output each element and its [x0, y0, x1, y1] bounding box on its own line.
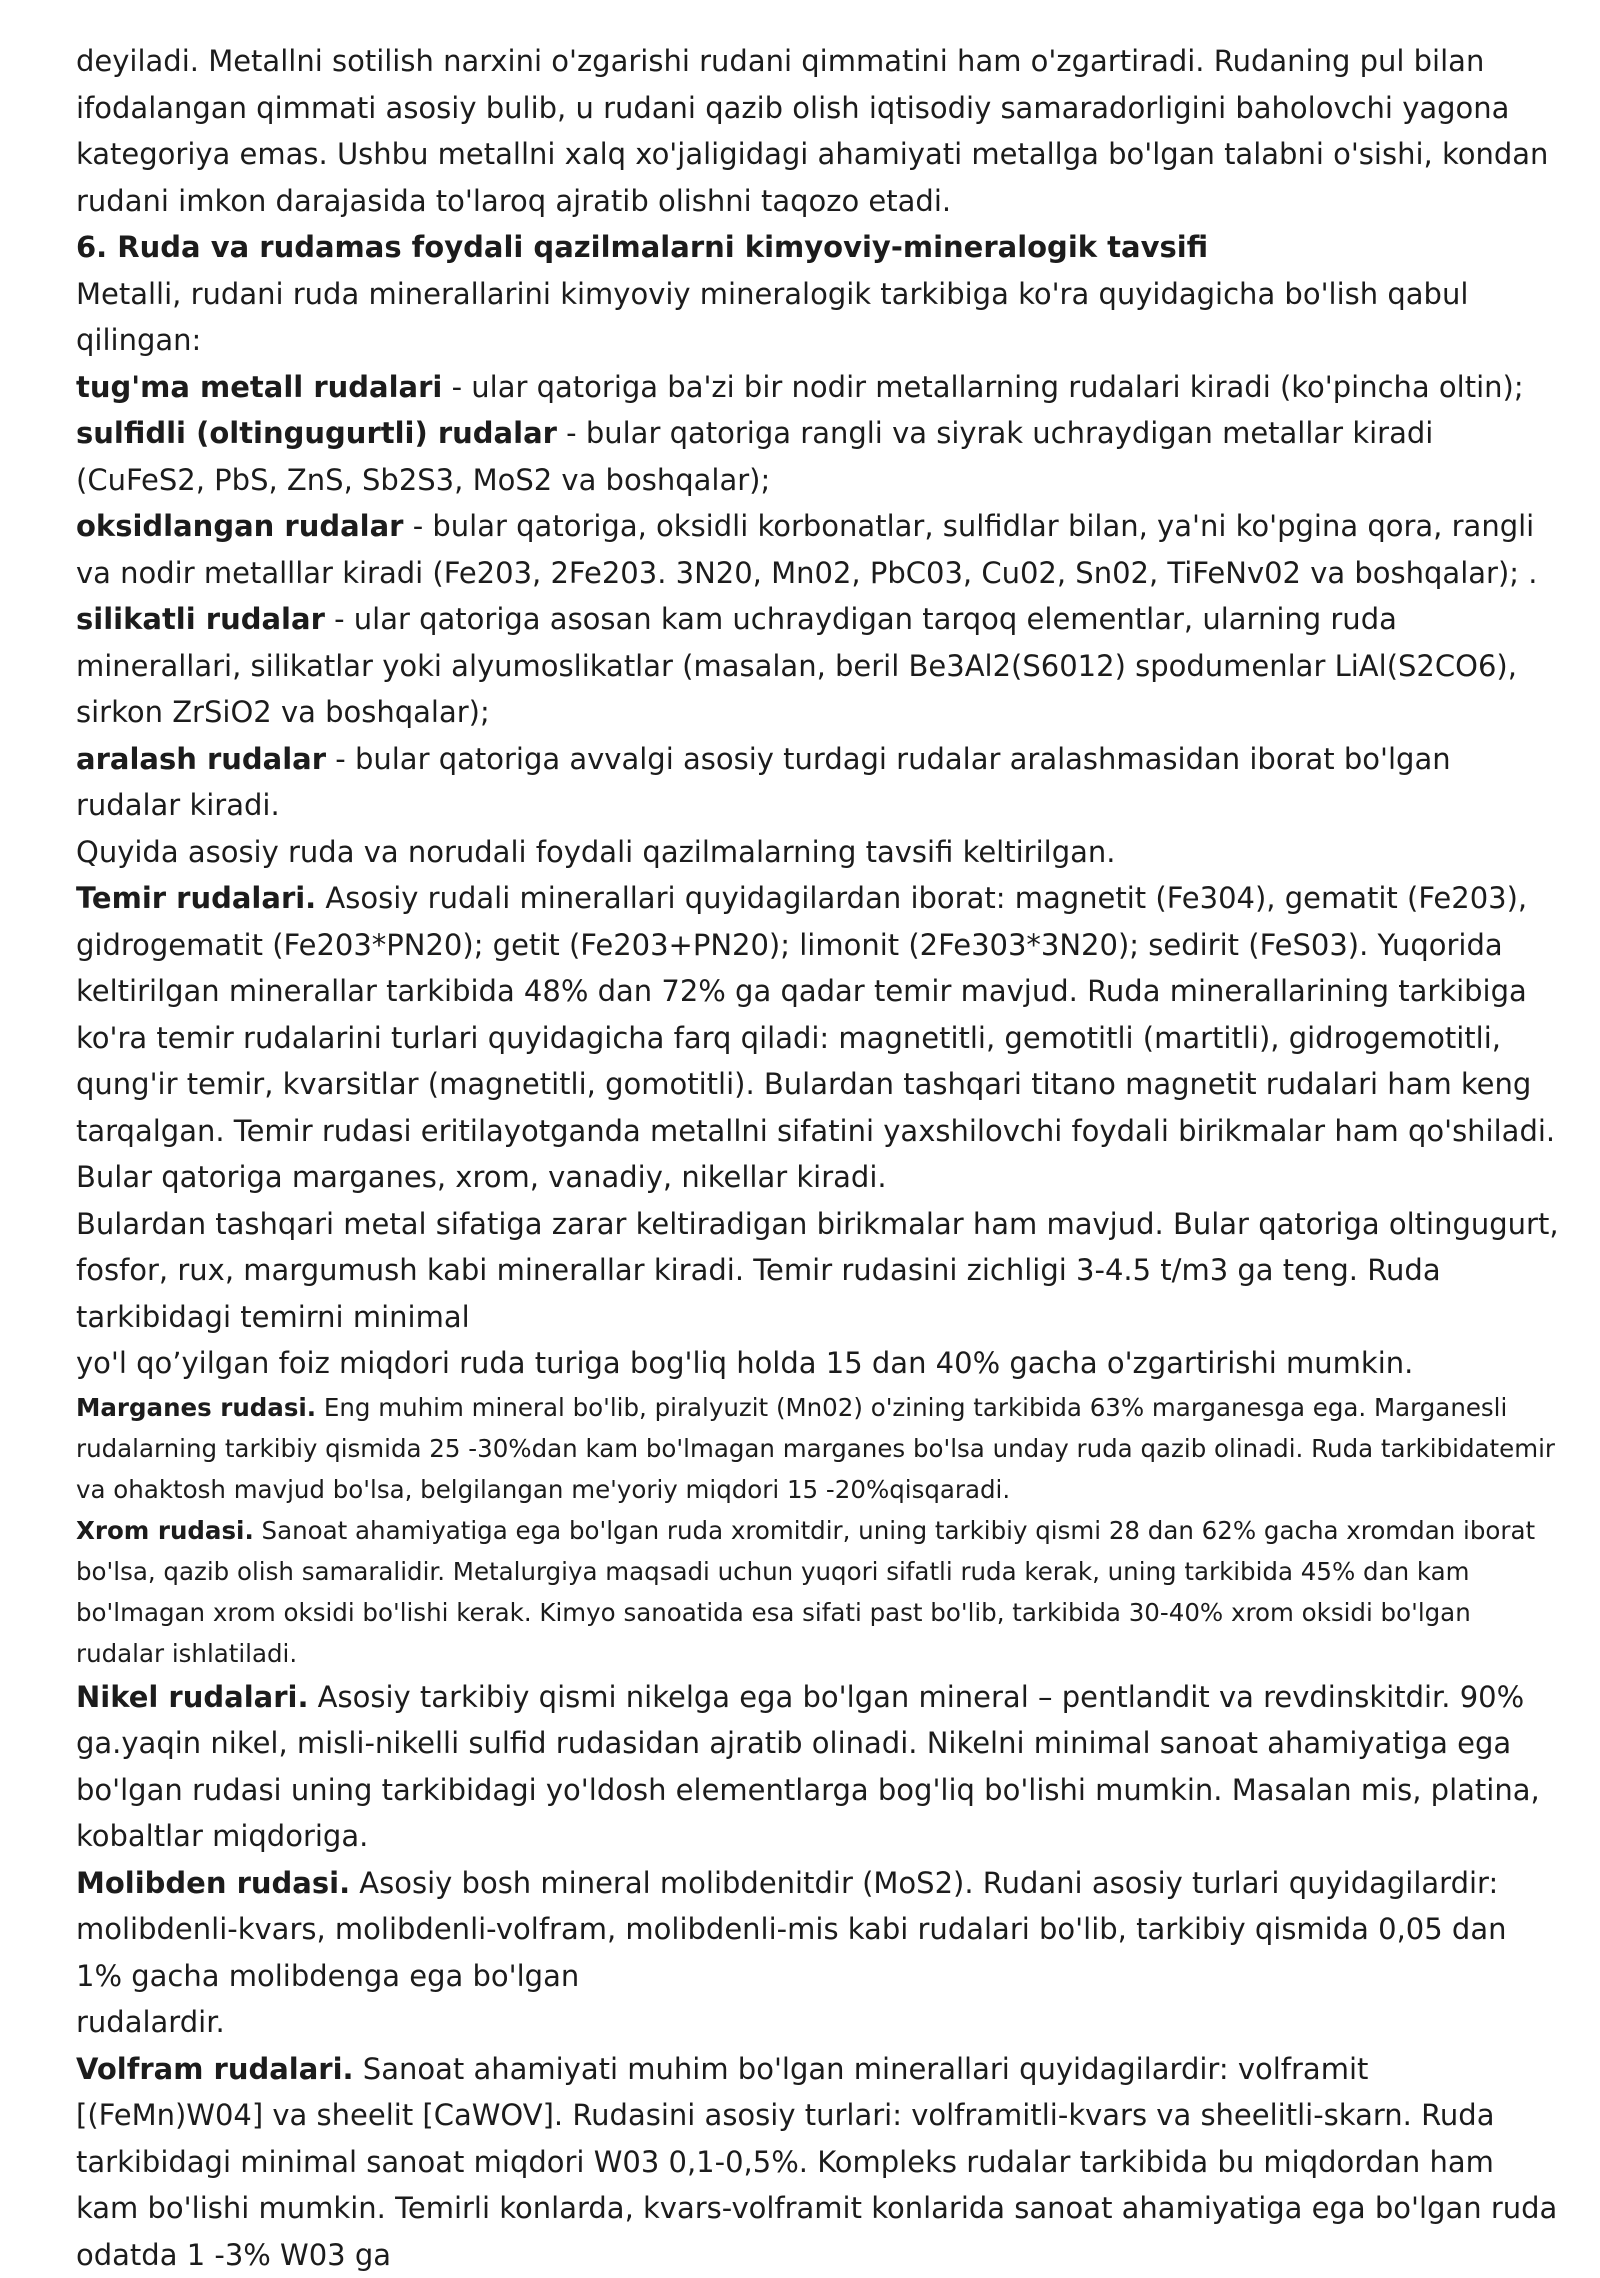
- paragraph-mixed-ores: [76, 736, 1560, 829]
- term-label: Marganes rudasi.: [76, 1393, 316, 1422]
- heading-text: 6. Ruda va rudamas foydali qazilmalarni kimyoviy-mineralogik tavsifi: [76, 230, 1208, 264]
- paragraph-oxidized-ores: [76, 503, 1560, 596]
- paragraph-text: - bular qatoriga avvalgi asosiy turdagi rudalar aralashmasidan iborat bo'lgan rudalar kiradi.: [76, 742, 1451, 823]
- paragraph-chromium-ore: [76, 1510, 1560, 1674]
- paragraph-tungsten-ores: [76, 2046, 1560, 2278]
- term-label: Molibden rudasi.: [76, 1866, 350, 1900]
- paragraph-text: Asosiy bosh mineral molibdenitdir (MoS2). Rudani asosiy turlari quyidagilardir: molibdenli-kvars, molibdenli-volfram, molibdenli-mis kabi rudalari bo'lib, tarkibiy qismida 0,05 dan 1% gacha molibdenga ega bo'lgan: [76, 1866, 1507, 1993]
- paragraph-iron-ores: [76, 875, 1560, 1201]
- paragraph-text: Bulardan tashqari metal sifatiga zarar keltiradigan birikmalar ham mavjud. Bular qatoriga oltingugurt, fosfor, rux, margumush kabi minerallar kiradi. Temir rudasini zichligi 3-4.5 t/m3 ga teng. Ruda tarkibidagi temirni minimal: [76, 1207, 1559, 1334]
- paragraph-text: Asosiy tarkibiy qismi nikelga ega bo'lgan mineral – pentlandit va revdinskitdir. 90% ga.yaqin nikel, misli-nikelli sulfid rudasidan ajratib olinadi. Nikelni minimal sanoat ahamiyatiga ega bo'lgan rudasi uning tarkibidagi yo'ldosh elementlarga bog'liq bo'lishi mumkin. Masalan mis, platina, kobaltlar miqdoriga.: [76, 1680, 1540, 1854]
- paragraph-molybdenum-ore: [76, 1860, 1560, 2000]
- term-label: silikatli rudalar: [76, 602, 325, 636]
- paragraph-sulfide-ores: [76, 410, 1560, 503]
- paragraph-text: Quyida asosiy ruda va norudali foydali qazilmalarning tavsifi keltirilgan.: [76, 835, 1115, 869]
- term-label: tug'ma metall rudalari: [76, 370, 442, 404]
- paragraph-text: yo'l qo’yilgan foiz miqdori ruda turiga bog'liq holda 15 dan 40% gacha o'zgartirishi mumkin.: [76, 1346, 1413, 1380]
- term-label: oksidlangan rudalar: [76, 509, 403, 543]
- term-label: aralash rudalar: [76, 742, 326, 776]
- paragraph-nickel-ores: [76, 1674, 1560, 1860]
- paragraph-text: deyiladi. Metallni sotilish narxini o'zgarishi rudani qimmatini ham o'zgartiradi. Rudaning pul bilan ifodalangan qimmati asosiy bulib, u rudani qazib olish iqtisodiy samaradorligini baholovchi yagona kategoriya emas. Ushbu metallni xalq xo'jaligidagi ahamiyati metallga bo'lgan talabni o'sishi, kondan rudani imkon darajasida to'laroq ajratib olishni taqozo etadi.: [76, 44, 1548, 218]
- paragraph-text: - bular qatoriga rangli va siyrak uchraydigan metallar kiradi (CuFeS2, PbS, ZnS, Sb2S3, MoS2 va boshqalar);: [76, 416, 1433, 497]
- paragraph-text: - bular qatoriga, oksidli korbonatlar, sulfidlar bilan, ya'ni ko'pgina qora, rangli va nodir metalllar kiradi (Fe203, 2Fe203. 3N20, Mn02, PbC03, Cu02, Sn02, TiFeNv02 va boshqalar); .: [76, 509, 1537, 590]
- section-heading: [76, 224, 1560, 271]
- paragraph-iron-minimum: [76, 1340, 1560, 1387]
- paragraph-text: Metalli, rudani ruda minerallarini kimyoviy mineralogik tarkibiga ko'ra quyidagicha bo'lish qabul qilingan:: [76, 277, 1468, 358]
- paragraph-text: Sanoat ahamiyati muhim bo'lgan minerallari quyidagilardir: volframit [(FeMn)W04] va sheelit [CaWOV]. Rudasini asosiy turlari: volframitli-kvars va sheelitli-skarn. Ruda tarkibidagi minimal sanoat miqdori W03 0,1-0,5%. Kompleks rudalar tarkibida bu miqdordan ham kam bo'lishi mumkin. Temirli konlarda, kvars-volframit konlarida sanoat ahamiyatiga ega bo'lgan ruda odatda 1 -3% W03 ga: [76, 2052, 1557, 2272]
- term-label: Xrom rudasi.: [76, 1516, 254, 1545]
- paragraph-text: Sanoat ahamiyatiga ega bo'lgan ruda xromitdir, uning tarkibiy qismi 28 dan 62% gacha xromdan iborat bo'lsa, qazib olish samaralidir. Metalurgiya maqsadi uchun yuqori sifatli ruda kerak, uning tarkibida 45% dan kam bo'lmagan xrom oksidi bo'lishi kerak. Kimyo sanoatida esa sifati past bo'lib, tarkibida 30-40% xrom oksidi bo'lgan rudalar ishlatiladi.: [76, 1516, 1535, 1668]
- paragraph-text: - ular qatoriga asosan kam uchraydigan tarqoq elementlar, ularning ruda minerallari, silikatlar yoki alyumoslikatlar (masalan, beril Be3Al2(S6012) spodumenlar LiAl(S2CO6), sirkon ZrSiO2 va boshqalar);: [76, 602, 1517, 729]
- paragraph-text: Asosiy rudali minerallari quyidagilardan iborat: magnetit (Fe304), gematit (Fe203), gidrogematit (Fe203*PN20); getit (Fe203+PN20); limonit (2Fe303*3N20); sedirit (FeS03). Yuqorida keltirilgan minerallar tarkibida 48% dan 72% ga qadar temir mavjud. Ruda minerallarining tarkibiga ko'ra temir rudalarini turlari quyidagicha farq qiladi: magnetitli, gemotitli (martitli), gidrogemotitli, qung'ir temir, kvarsitlar (magnetitli, gomotitli). Bulardan tashqari titano magnetit rudalari ham keng tarqalgan. Temir rudasi eritilayotganda metallni sifatini yaxshilovchi foydali birikmalar ham qo'shiladi. Bular qatoriga marganes, xrom, vanadiy, nikellar kiradi.: [76, 881, 1555, 1194]
- paragraph-iron-impurities: [76, 1201, 1560, 1341]
- paragraph-native-metal-ores: [76, 364, 1560, 411]
- paragraph-manganese-ore: [76, 1387, 1560, 1510]
- paragraph-text: rudalardir.: [76, 2005, 225, 2039]
- paragraph-text: Eng muhim mineral bo'lib, piralyuzit (Mn02) o'zining tarkibida 63% marganesga ega. Marganesli rudalarning tarkibiy qismida 25 -30%dan kam bo'lmagan marganes bo'lsa unday ruda qazib olinadi. Ruda tarkibidatemir va ohaktosh mavjud bo'lsa, belgilangan me'yoriy miqdori 15 -20%qisqaradi.: [76, 1393, 1555, 1504]
- paragraph-molybdenum-continued: [76, 1999, 1560, 2046]
- term-label: sulfidli (oltingugurtli) rudalar: [76, 416, 557, 450]
- paragraph-silicate-ores: [76, 596, 1560, 736]
- term-label: Temir rudalari.: [76, 881, 316, 915]
- paragraph-intro: [76, 38, 1560, 224]
- term-label: Nikel rudalari.: [76, 1680, 308, 1714]
- paragraph-overview: [76, 829, 1560, 876]
- term-label: Volfram rudalari.: [76, 2052, 354, 2086]
- paragraph-classification: [76, 271, 1560, 364]
- paragraph-text: - ular qatoriga ba'zi bir nodir metallarning rudalari kiradi (ko'pincha oltin);: [442, 370, 1523, 404]
